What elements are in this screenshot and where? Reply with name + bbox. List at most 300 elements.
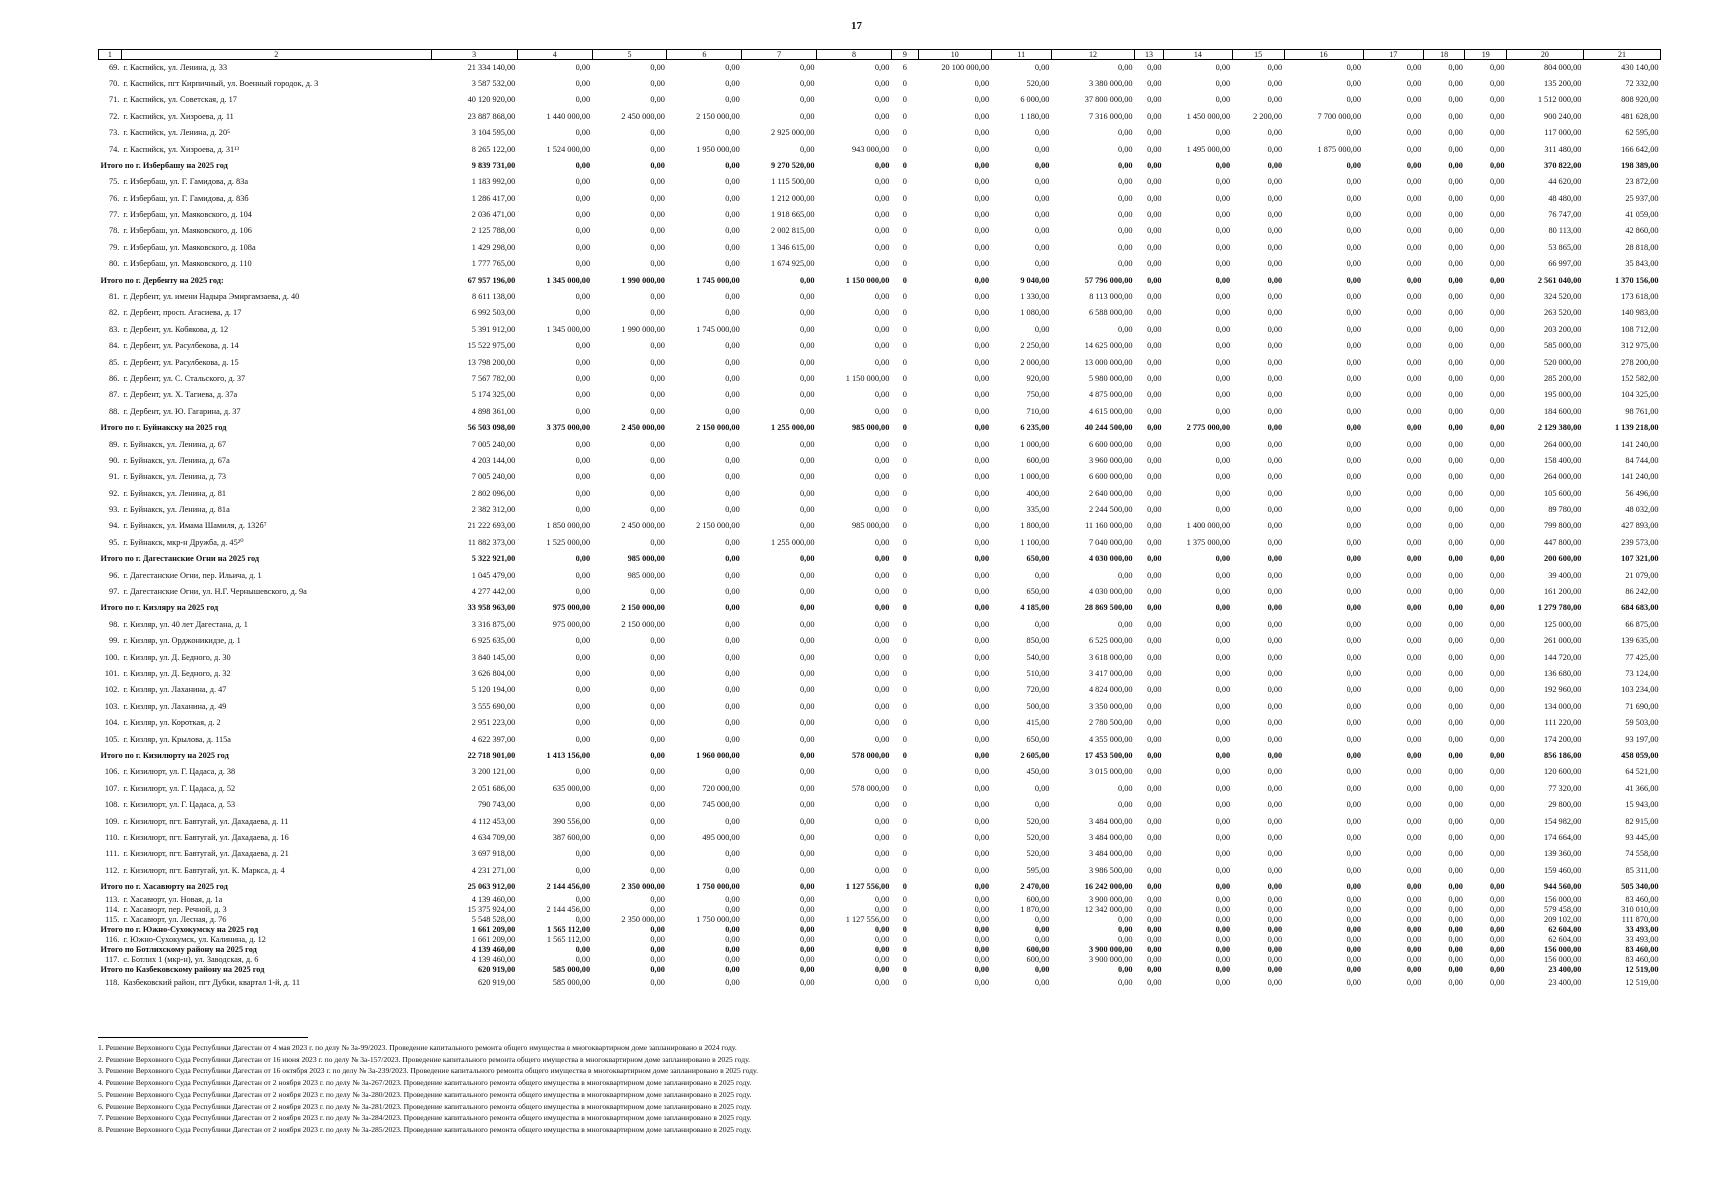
cell-value: 585 000,00 [552, 978, 591, 988]
cell-value: 0 [902, 955, 907, 965]
cell-value: 0,00 [725, 685, 740, 695]
cell-value: 0,00 [974, 324, 990, 334]
cell-value: 0,00 [1147, 111, 1162, 121]
cell-value: 13 798 200,00 [467, 357, 516, 367]
cell-value: 0,00 [1489, 210, 1505, 220]
cell-value: 0,00 [1448, 978, 1463, 988]
cell-value: 0,00 [1489, 849, 1505, 859]
subtotal-label: Итого по г. Кизилюрту на 2025 год [100, 750, 229, 760]
cell-value: 0,00 [1215, 210, 1231, 220]
cell-value: 0,00 [1034, 915, 1050, 925]
cell-value: 0,00 [1147, 905, 1162, 915]
cell-value: 1 524 000,00 [546, 144, 591, 154]
address-cell: г. Дагестанские Огни, пер. Ильича, д. 1 [123, 570, 262, 580]
cell-value: 29 800,00 [1548, 800, 1582, 810]
cell-value: 0 [902, 570, 907, 580]
cell-value: 0,00 [1117, 800, 1133, 810]
cell-value: 0,00 [650, 472, 665, 482]
cell-value: 0,00 [1267, 455, 1283, 465]
cell-value: 0,00 [1346, 439, 1362, 449]
cell-value: 1 370 156,00 [1614, 275, 1659, 285]
cell-value: 0,00 [1147, 292, 1162, 302]
cell-value: 1 100,00 [1020, 537, 1050, 547]
cell-value: 0,00 [874, 406, 890, 416]
cell-value: 0,00 [650, 783, 665, 793]
cell-value: 0,00 [874, 177, 890, 187]
cell-value: 0,00 [1489, 439, 1505, 449]
cell-value: 2 605,00 [1020, 750, 1050, 760]
table-row [99, 338, 1661, 354]
cell-value: 0,00 [974, 669, 990, 678]
cell-value: 0,00 [800, 308, 815, 318]
cell-value: 0,00 [1489, 935, 1505, 945]
cell-value: 0,00 [1406, 895, 1422, 905]
row-number: 91. [108, 472, 120, 482]
cell-value: 943 000,00 [852, 144, 890, 154]
cell-value: 0,00 [1346, 685, 1362, 695]
cell-value: 0,00 [650, 160, 665, 170]
cell-value: 0,00 [1448, 521, 1463, 531]
cell-value: 0,00 [1215, 978, 1231, 988]
cell-value: 0,00 [974, 570, 990, 580]
row-number: 71. [108, 95, 120, 105]
cell-value: 720,00 [1026, 685, 1050, 695]
cell-value: 0,00 [1346, 357, 1362, 367]
cell-value: 1 661 209,00 [471, 935, 516, 945]
cell-value: 0,00 [800, 636, 815, 646]
cell-value: 0,00 [1406, 308, 1422, 318]
cell-value: 2 244 500,00 [1088, 505, 1133, 515]
cell-value: 0,00 [650, 669, 665, 678]
cell-value: 0,00 [650, 816, 665, 826]
cell-value: 0,00 [1448, 292, 1463, 302]
cell-value: 6 [902, 62, 907, 72]
cell-value: 20 100 000,00 [941, 62, 990, 72]
cell-value: 0,00 [1215, 128, 1231, 138]
subtotal-label: Итого по г. Избербашу на 2025 год [100, 160, 228, 170]
cell-value: 0,00 [1489, 587, 1505, 597]
row-number: 90. [108, 455, 120, 465]
cell-value: 0,00 [1267, 488, 1283, 498]
cell-value: 578 000,00 [852, 750, 890, 760]
cell-value: 0,00 [1147, 955, 1162, 965]
cell-value: 1 286 417,00 [471, 193, 516, 203]
cell-value: 23 872,00 [1625, 177, 1659, 187]
cell-value: 1 777 765,00 [471, 259, 516, 269]
cell-value: 0,00 [1267, 439, 1283, 449]
cell-value: 0,00 [1215, 406, 1231, 416]
cell-value: 0,00 [725, 439, 740, 449]
cell-value: 0,00 [1489, 554, 1505, 564]
cell-value: 0,00 [650, 925, 665, 935]
cell-value: 390 556,00 [552, 816, 591, 826]
cell-value: 0,00 [874, 160, 890, 170]
cell-value: 195 000,00 [1544, 390, 1582, 400]
cell-value: 0,00 [1147, 505, 1162, 515]
cell-value: 0,00 [1267, 210, 1283, 220]
cell-value: 0,00 [1147, 390, 1162, 400]
cell-value: 0,00 [650, 259, 665, 269]
table-row [99, 895, 1661, 905]
address-cell: г. Каспийск, ул. Хизроева, д. 11 [123, 111, 234, 121]
cell-value: 335,00 [1026, 505, 1050, 515]
cell-value: 111 220,00 [1544, 718, 1582, 728]
row-number: 78. [108, 226, 120, 236]
cell-value: 0,00 [1346, 570, 1362, 580]
cell-value: 0,00 [575, 292, 591, 302]
cell-value: 0,00 [725, 226, 740, 236]
cell-value: 0,00 [1448, 308, 1463, 318]
cell-value: 0,00 [874, 800, 890, 810]
table-row [99, 955, 1661, 965]
cell-value: 2 150 000,00 [696, 111, 740, 121]
cell-value: 0,00 [800, 965, 815, 975]
cell-value: 2 144 456,00 [546, 882, 591, 892]
cell-value: 0,00 [1448, 935, 1463, 945]
cell-value: 0,00 [1448, 905, 1463, 915]
cell-value: 0,00 [1034, 193, 1050, 203]
cell-value: 0,00 [650, 800, 665, 810]
cell-value: 0,00 [1448, 226, 1463, 236]
cell-value: 0,00 [974, 423, 990, 433]
cell-value: 0,00 [650, 935, 665, 945]
cell-value: 104 325,00 [1621, 390, 1659, 400]
cell-value: 0,00 [1406, 78, 1422, 88]
cell-value: 0,00 [1448, 111, 1463, 121]
table-row [99, 502, 1661, 518]
cell-value: 0,00 [874, 210, 890, 220]
cell-value: 1 512 000,00 [1537, 95, 1582, 105]
cell-value: 0 [902, 373, 907, 383]
cell-value: 1 413 156,00 [546, 750, 591, 760]
cell-value: 0,00 [1215, 554, 1231, 564]
cell-value: 0 [902, 783, 907, 793]
cell-value: 0,00 [1448, 324, 1463, 334]
cell-value: 0,00 [1267, 357, 1283, 367]
row-number: 77. [108, 210, 120, 220]
cell-value: 44 620,00 [1548, 177, 1582, 187]
cell-value: 0,00 [1267, 587, 1283, 597]
cell-value: 0,00 [800, 78, 815, 88]
cell-value: 0,00 [800, 603, 815, 613]
address-cell: г. Избербаш, ул. Маяковского, д. 110 [123, 259, 252, 269]
cell-value: 0,00 [575, 390, 591, 400]
cell-value: 0,00 [1215, 800, 1231, 810]
cell-value: 0,00 [1489, 472, 1505, 482]
column-header: 20 [1506, 50, 1583, 60]
table-body [99, 60, 1661, 992]
subtotal-row [99, 551, 1661, 567]
cell-value: 0,00 [1267, 472, 1283, 482]
cell-value: 1 674 925,00 [770, 259, 815, 269]
cell-value: 2 382 312,00 [471, 505, 516, 515]
cell-value: 0,00 [800, 373, 815, 383]
cell-value: 0,00 [1448, 275, 1463, 285]
row-number: 110. [105, 832, 120, 842]
cell-value: 0,00 [1489, 308, 1505, 318]
cell-value: 3 200 121,00 [471, 767, 516, 777]
column-header: 17 [1363, 50, 1423, 60]
cell-value: 0,00 [974, 767, 990, 777]
cell-value: 0 [902, 78, 907, 88]
cell-value: 0,00 [874, 587, 890, 597]
row-number: 79. [108, 242, 120, 252]
cell-value: 0,00 [874, 925, 890, 935]
cell-value: 0,00 [725, 505, 740, 515]
address-cell: г. Хасавюрт, ул. Новая, д. 1а [123, 895, 223, 905]
cell-value: 0,00 [974, 955, 990, 965]
cell-value: 98 761,00 [1625, 406, 1659, 416]
cell-value: 0,00 [1448, 718, 1463, 728]
cell-value: 0,00 [650, 955, 665, 965]
address-cell: г. Буйнакск, ул. Ленина, д. 81а [123, 505, 230, 515]
cell-value: 15 943,00 [1625, 800, 1659, 810]
cell-value: 0,00 [725, 849, 740, 859]
cell-value: 15 375 924,00 [467, 905, 516, 915]
cell-value: 0,00 [1267, 144, 1283, 154]
cell-value: 0,00 [1346, 259, 1362, 269]
cell-value: 0,00 [800, 488, 815, 498]
cell-value: 0,00 [1406, 128, 1422, 138]
cell-value: 0,00 [1346, 587, 1362, 597]
cell-value: 0,00 [974, 193, 990, 203]
cell-value: 0,00 [1489, 882, 1505, 892]
table-row [99, 240, 1661, 256]
cell-value: 0,00 [1147, 800, 1162, 810]
cell-value: 0,00 [874, 242, 890, 252]
cell-value: 0,00 [725, 978, 740, 988]
cell-value: 0,00 [874, 636, 890, 646]
cell-value: 1 255 000,00 [770, 537, 815, 547]
cell-value: 2 129 380,00 [1537, 423, 1582, 433]
cell-value: 1 990 000,00 [621, 324, 665, 334]
cell-value: 415,00 [1026, 718, 1050, 728]
address-cell: г. Каспийск, ул. Ленина, д. 20⁵ [123, 128, 230, 138]
cell-value: 156 000,00 [1544, 945, 1582, 955]
cell-value: 0,00 [725, 734, 740, 744]
address-cell: г. Дербент, ул. Ю. Гагарина, д. 37 [123, 406, 241, 416]
cell-value: 0,00 [1346, 341, 1362, 351]
cell-value: 0,00 [800, 275, 815, 285]
cell-value: 0,00 [874, 95, 890, 105]
row-number: 118. [105, 978, 120, 988]
cell-value: 0 [902, 865, 907, 875]
cell-value: 0,00 [575, 95, 591, 105]
cell-value: 0,00 [650, 750, 665, 760]
cell-value: 6 000,00 [1020, 95, 1050, 105]
cell-value: 184 600,00 [1544, 406, 1582, 416]
cell-value: 144 720,00 [1544, 652, 1582, 662]
cell-value: 0,00 [1346, 905, 1362, 915]
cell-value: 4 355 000,00 [1088, 734, 1133, 744]
cell-value: 23 400,00 [1548, 965, 1582, 975]
subtotal-row [99, 945, 1661, 955]
cell-value: 83 460,00 [1625, 895, 1659, 905]
cell-value: 0,00 [1267, 832, 1283, 842]
cell-value: 76 747,00 [1548, 210, 1582, 220]
cell-value: 0,00 [1346, 210, 1362, 220]
cell-value: 600,00 [1026, 455, 1050, 465]
cell-value: 80 113,00 [1548, 226, 1582, 236]
subtotal-label: Итого по Ботлихскому району на 2025 год [100, 945, 257, 955]
cell-value: 134 000,00 [1544, 701, 1582, 711]
cell-value: 620 919,00 [477, 978, 516, 988]
table-row [99, 935, 1661, 945]
cell-value: 0,00 [1406, 701, 1422, 711]
cell-value: 6 588 000,00 [1088, 308, 1133, 318]
table-row [99, 404, 1661, 420]
footnote: 2. Решение Верховного Суда Республики Дагестан от 16 июня 2023 г. по делу № 3а-157/2023. Проведение капитального ремонта общего имущества в многоквартирном доме запланировано в 2025 году. [98, 1054, 751, 1064]
table-row [99, 387, 1661, 403]
cell-value: 0,00 [1406, 324, 1422, 334]
cell-value: 0,00 [1448, 177, 1463, 187]
cell-value: 0,00 [1489, 521, 1505, 531]
cell-value: 0,00 [974, 965, 990, 975]
cell-value: 0,00 [650, 210, 665, 220]
cell-value: 0 [902, 718, 907, 728]
cell-value: 0,00 [874, 439, 890, 449]
cell-value: 540,00 [1026, 652, 1050, 662]
cell-value: 7 005 240,00 [471, 472, 516, 482]
cell-value: 0,00 [650, 832, 665, 842]
cell-value: 8 265 122,00 [471, 144, 516, 154]
cell-value: 11 160 000,00 [1085, 521, 1133, 531]
cell-value: 0,00 [1147, 849, 1162, 859]
cell-value: 0,00 [1489, 915, 1505, 925]
row-number: 99. [108, 636, 120, 646]
cell-value: 0,00 [1346, 292, 1362, 302]
cell-value: 0,00 [800, 111, 815, 121]
cell-value: 0,00 [800, 619, 815, 629]
cell-value: 3 316 875,00 [471, 619, 516, 629]
table-row [99, 141, 1661, 157]
cell-value: 0,00 [1267, 685, 1283, 695]
cell-value: 370 822,00 [1544, 160, 1582, 170]
cell-value: 0,00 [1448, 865, 1463, 875]
cell-value: 0,00 [1406, 570, 1422, 580]
cell-value: 0,00 [1034, 800, 1050, 810]
cell-value: 0,00 [1215, 373, 1231, 383]
cell-value: 3 900 000,00 [1088, 955, 1133, 965]
column-header: 4 [517, 50, 592, 60]
cell-value: 2 780 500,00 [1088, 718, 1133, 728]
cell-value: 1 565 112,00 [546, 935, 591, 945]
cell-value: 33 493,00 [1625, 935, 1659, 945]
address-cell: г. Избербаш, ул. Г. Гамидова, д. 83б [123, 193, 249, 203]
row-number: 83. [108, 324, 120, 334]
cell-value: 41 059,00 [1625, 210, 1659, 220]
cell-value: 0,00 [650, 95, 665, 105]
cell-value: 0,00 [874, 193, 890, 203]
cell-value: 0,00 [1346, 652, 1362, 662]
cell-value: 0,00 [1406, 955, 1422, 965]
cell-value: 0,00 [1147, 193, 1162, 203]
cell-value: 0,00 [974, 292, 990, 302]
subtotal-label: Итого по г. Дагестанские Огни на 2025 год [100, 554, 260, 564]
cell-value: 0,00 [1489, 669, 1505, 678]
cell-value: 0,00 [1147, 160, 1162, 170]
cell-value: 0,00 [874, 324, 890, 334]
cell-value: 0,00 [1147, 701, 1162, 711]
cell-value: 585 000,00 [1544, 341, 1582, 351]
cell-value: 0,00 [1034, 965, 1050, 975]
cell-value: 0,00 [1448, 570, 1463, 580]
cell-value: 0,00 [1346, 226, 1362, 236]
cell-value: 0,00 [1489, 537, 1505, 547]
cell-value: 0,00 [1489, 242, 1505, 252]
cell-value: 0,00 [650, 406, 665, 416]
cell-value: 311 480,00 [1544, 144, 1582, 154]
cell-value: 0,00 [725, 259, 740, 269]
cell-value: 0,00 [1346, 718, 1362, 728]
cell-value: 0,00 [1215, 965, 1231, 975]
cell-value: 0,00 [1489, 275, 1505, 285]
cell-value: 0 [902, 895, 907, 905]
cell-value: 0,00 [1489, 406, 1505, 416]
cell-value: 1 495 000,00 [1186, 144, 1231, 154]
cell-value: 0,00 [974, 308, 990, 318]
cell-value: 4 030 000,00 [1088, 587, 1133, 597]
cell-value: 0,00 [1215, 636, 1231, 646]
table-row [99, 60, 1661, 76]
cell-value: 0,00 [1406, 882, 1422, 892]
cell-value: 2 925 000,00 [770, 128, 815, 138]
cell-value: 0,00 [1267, 882, 1283, 892]
cell-value: 520,00 [1026, 816, 1050, 826]
cell-value: 8 113 000,00 [1089, 292, 1133, 302]
cell-value: 64 521,00 [1625, 767, 1659, 777]
cell-value: 0,00 [1406, 406, 1422, 416]
cell-value: 152 582,00 [1621, 373, 1659, 383]
cell-value: 0,00 [974, 636, 990, 646]
cell-value: 0,00 [1489, 128, 1505, 138]
cell-value: 0,00 [974, 849, 990, 859]
cell-value: 0,00 [1448, 62, 1463, 72]
cell-value: 0,00 [974, 800, 990, 810]
cell-value: 73 124,00 [1625, 669, 1659, 678]
subtotal-label: Итого по г. Буйнакску на 2025 год [100, 423, 227, 433]
cell-value: 0,00 [1267, 978, 1283, 988]
cell-value: 0,00 [575, 341, 591, 351]
cell-value: 4 112 453,00 [472, 816, 516, 826]
cell-value: 0,00 [1406, 193, 1422, 203]
cell-value: 5 391 912,00 [471, 324, 516, 334]
cell-value: 0,00 [1448, 373, 1463, 383]
cell-value: 0,00 [725, 193, 740, 203]
table-row [99, 76, 1661, 92]
cell-value: 0,00 [1215, 955, 1231, 965]
cell-value: 41 366,00 [1625, 783, 1659, 793]
cell-value: 0 [902, 160, 907, 170]
cell-value: 209 102,00 [1544, 915, 1582, 925]
cell-value: 0,00 [1147, 945, 1162, 955]
cell-value: 0,00 [1267, 734, 1283, 744]
cell-value: 0,00 [1448, 816, 1463, 826]
cell-value: 0,00 [725, 341, 740, 351]
cell-value: 0,00 [1147, 144, 1162, 154]
cell-value: 458 059,00 [1621, 750, 1659, 760]
cell-value: 1 279 780,00 [1537, 603, 1582, 613]
cell-value: 0,00 [1448, 488, 1463, 498]
cell-value: 0,00 [1489, 767, 1505, 777]
cell-value: 0,00 [800, 570, 815, 580]
cell-value: 0,00 [974, 652, 990, 662]
cell-value: 2 000,00 [1020, 357, 1050, 367]
cell-value: 0,00 [1406, 177, 1422, 187]
cell-value: 0,00 [575, 945, 591, 955]
table-row [99, 355, 1661, 371]
cell-value: 0,00 [1034, 128, 1050, 138]
